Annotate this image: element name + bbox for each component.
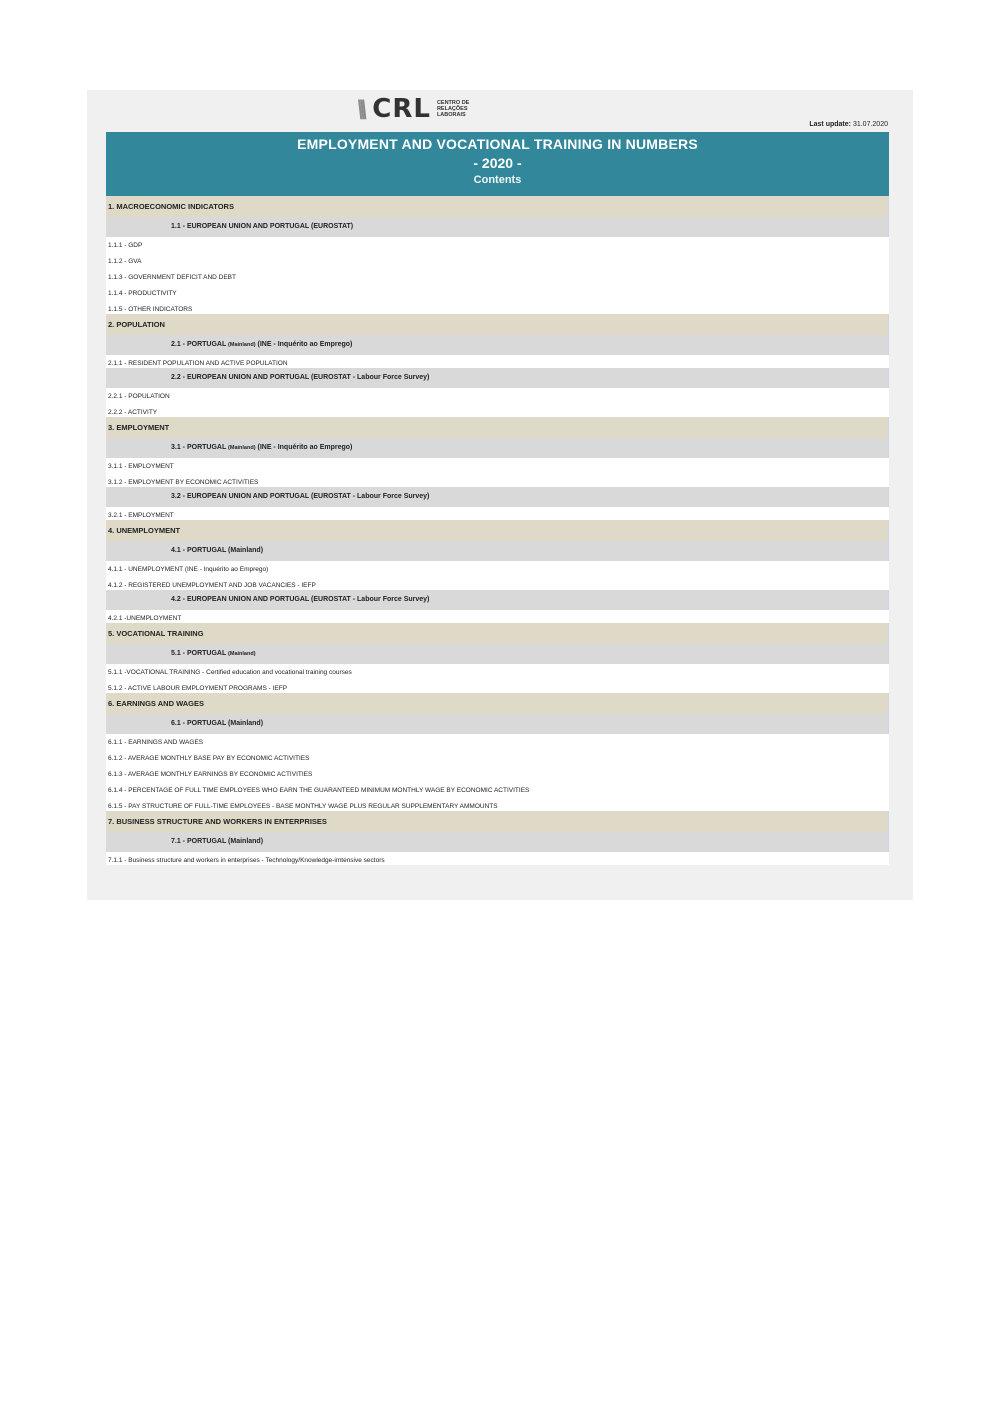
toc-item-link[interactable]: 6.1.5 - PAY STRUCTURE OF FULL-TIME EMPLOYEES - BASE MONTHLY WAGE PLUS REGULAR SUPPLEMENTARY AMMOUNTS <box>106 803 889 811</box>
item-list <box>106 237 889 314</box>
last-update: Last update: 31.07.2020 <box>809 121 888 128</box>
logo-text: CRL <box>372 94 431 124</box>
contents-table <box>106 132 889 865</box>
toc-item-link[interactable]: 1.1.2 - GVA <box>106 258 889 266</box>
logo-slashes-icon: \\\ <box>356 95 363 123</box>
toc-item-link[interactable]: 5.1.1 -VOCATIONAL TRAINING - Certified education and vocational training courses <box>106 669 889 677</box>
subsection-header[interactable]: 5.1 - PORTUGAL (Mainland) <box>106 644 889 664</box>
toc-item-link[interactable]: 6.1.3 - AVERAGE MONTHLY EARNINGS BY ECONOMIC ACTIVITIES <box>106 771 889 779</box>
toc-item-link[interactable]: 5.1.2 - ACTIVE LABOUR EMPLOYMENT PROGRAMS - IEFP <box>106 685 889 693</box>
subsection-header[interactable]: 4.2 - EUROPEAN UNION AND PORTUGAL (EUROSTAT - Labour Force Survey) <box>106 590 889 610</box>
subsection-header[interactable]: 2.1 - PORTUGAL (Mainland) (INE - Inquérito ao Emprego) <box>106 335 889 355</box>
section-header[interactable]: 7. BUSINESS STRUCTURE AND WORKERS IN ENTERPRISES <box>106 811 889 832</box>
section-header[interactable]: 2. POPULATION <box>106 314 889 335</box>
subsection-header[interactable]: 3.1 - PORTUGAL (Mainland) (INE - Inquérito ao Emprego) <box>106 438 889 458</box>
toc-item-link[interactable]: 6.1.2 - AVERAGE MONTHLY BASE PAY BY ECONOMIC ACTIVITIES <box>106 755 889 763</box>
logo-subtext: CENTRO DE RELAÇÕES LABORAIS <box>436 100 470 118</box>
page-subtitle: Contents <box>473 174 522 186</box>
section-header[interactable]: 3. EMPLOYMENT <box>106 417 889 438</box>
toc-body <box>106 196 889 865</box>
section-header[interactable]: 4. UNEMPLOYMENT <box>106 520 889 541</box>
toc-item-link[interactable]: 4.2.1 -UNEMPLOYMENT <box>106 615 889 623</box>
item-list <box>106 852 889 865</box>
section-header[interactable]: 5. VOCATIONAL TRAINING <box>106 623 889 644</box>
page-title: EMPLOYMENT AND VOCATIONAL TRAINING IN NUMBERS <box>297 136 698 152</box>
subsection-header[interactable]: 2.2 - EUROPEAN UNION AND PORTUGAL (EUROSTAT - Labour Force Survey) <box>106 368 889 388</box>
item-list <box>106 507 889 520</box>
toc-item-link[interactable]: 7.1.1 - Business structure and workers in enterprises - Technology/Knowledge-imtensive sectors <box>106 857 889 865</box>
toc-item-link[interactable]: 2.1.1 - RESIDENT POPULATION AND ACTIVE POPULATION <box>106 360 889 368</box>
item-list <box>106 355 889 368</box>
subsection-header[interactable]: 1.1 - EUROPEAN UNION AND PORTUGAL (EUROSTAT) <box>106 217 889 237</box>
item-list <box>106 664 889 693</box>
toc-item-link[interactable]: 6.1.1 - EARNINGS AND WAGES <box>106 739 889 747</box>
subsection-header[interactable]: 7.1 - PORTUGAL (Mainland) <box>106 832 889 852</box>
subsection-header[interactable]: 3.2 - EUROPEAN UNION AND PORTUGAL (EUROSTAT - Labour Force Survey) <box>106 487 889 507</box>
toc-item-link[interactable]: 1.1.4 - PRODUCTIVITY <box>106 290 889 298</box>
toc-item-link[interactable]: 2.2.1 - POPULATION <box>106 393 889 401</box>
item-list <box>106 610 889 623</box>
section-header[interactable]: 6. EARNINGS AND WAGES <box>106 693 889 714</box>
toc-item-link[interactable]: 4.1.2 - REGISTERED UNEMPLOYMENT AND JOB VACANCIES - IEFP <box>106 582 889 590</box>
subsection-header[interactable]: 6.1 - PORTUGAL (Mainland) <box>106 714 889 734</box>
crl-logo <box>356 96 469 122</box>
item-list <box>106 734 889 811</box>
toc-item-link[interactable]: 1.1.5 - OTHER INDICATORS <box>106 306 889 314</box>
toc-item-link[interactable]: 2.2.2 - ACTIVITY <box>106 409 889 417</box>
toc-item-link[interactable]: 6.1.4 - PERCENTAGE OF FULL TIME EMPLOYEES WHO EARN THE GUARANTEED MINIMUM MONTHLY WAGE BY ECONOMIC ACTIVITIES <box>106 787 889 795</box>
toc-item-link[interactable]: 3.1.2 - EMPLOYMENT BY ECONOMIC ACTIVITIES <box>106 479 889 487</box>
item-list <box>106 561 889 590</box>
toc-item-link[interactable]: 3.2.1 - EMPLOYMENT <box>106 512 889 520</box>
item-list <box>106 388 889 417</box>
page-year: - 2020 - <box>473 155 522 171</box>
toc-item-link[interactable]: 4.1.1 - UNEMPLOYMENT (INE - Inquérito ao Emprego) <box>106 566 889 574</box>
section-header[interactable]: 1. MACROECONOMIC INDICATORS <box>106 196 889 217</box>
title-banner <box>106 132 889 196</box>
subsection-header[interactable]: 4.1 - PORTUGAL (Mainland) <box>106 541 889 561</box>
toc-item-link[interactable]: 1.1.3 - GOVERNMENT DEFICIT AND DEBT <box>106 274 889 282</box>
toc-item-link[interactable]: 1.1.1 - GDP <box>106 242 889 250</box>
toc-item-link[interactable]: 3.1.1 - EMPLOYMENT <box>106 463 889 471</box>
item-list <box>106 458 889 487</box>
